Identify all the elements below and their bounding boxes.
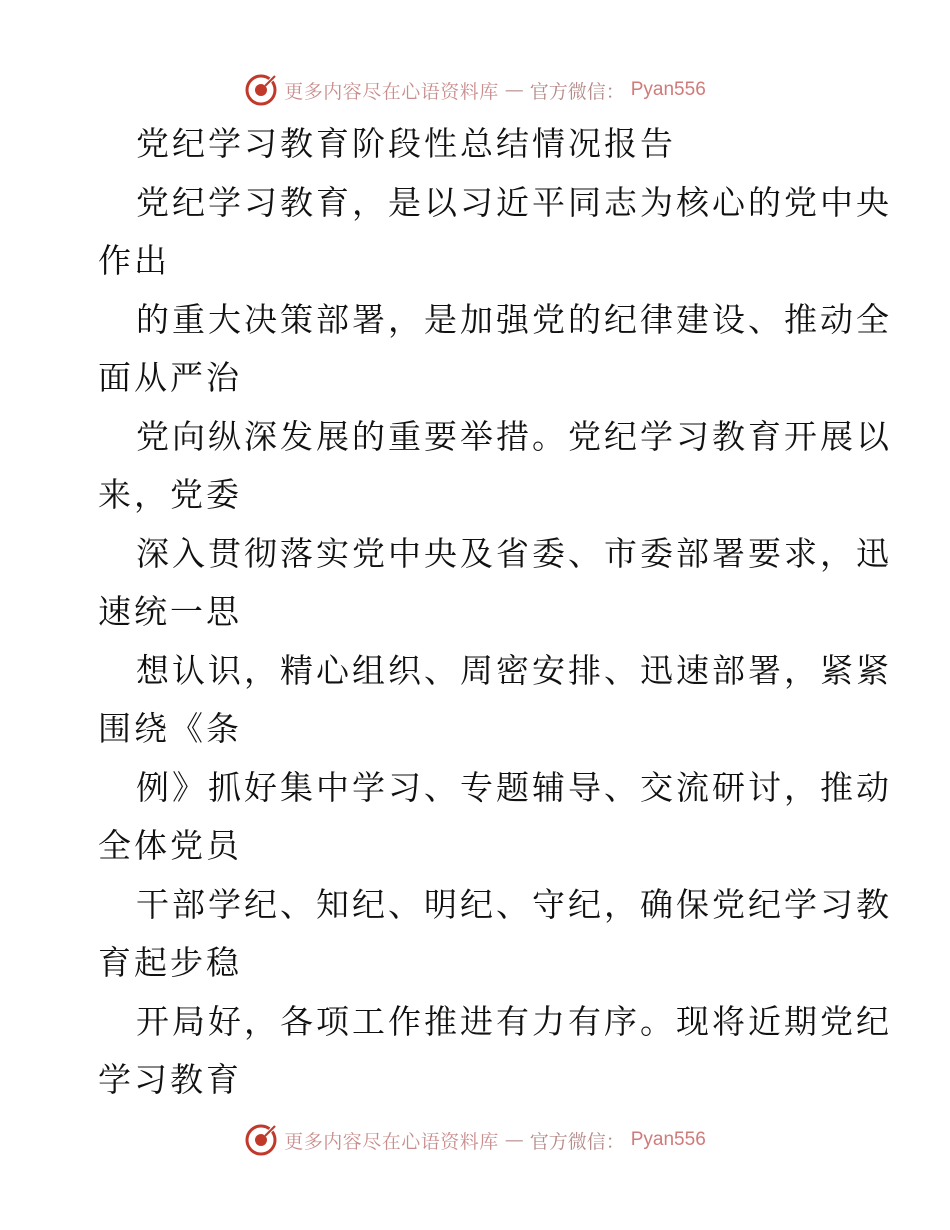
paragraph-line: 例》抓好集中学习、专题辅导、交流研讨，推动 xyxy=(136,767,892,807)
watermark-wechat-id: Pyan556 xyxy=(630,79,706,100)
paragraph-line: 开局好，各项工作推进有力有序。现将近期党纪 xyxy=(136,1001,892,1041)
pen-logo-icon xyxy=(244,73,278,107)
paragraph-line: 党纪学习教育，是以习近平同志为核心的党中央 xyxy=(136,182,892,222)
paragraph-line: 党向纵深发展的重要举措。党纪学习教育开展以 xyxy=(136,416,892,456)
watermark-text: 更多内容尽在心语资料库 xyxy=(284,80,499,103)
paragraph-line: 育起步稳 xyxy=(98,943,242,982)
pen-logo-icon xyxy=(244,1123,278,1157)
paragraph-line: 速统一思 xyxy=(98,592,242,631)
watermark-dash: — xyxy=(504,79,524,101)
document-body xyxy=(98,115,892,1110)
paragraph-line: 面从严治 xyxy=(98,358,242,397)
watermark-wechat-label: 官方微信： xyxy=(529,1130,625,1153)
paragraph-line: 想认识，精心组织、周密安排、迅速部署，紧紧 xyxy=(136,650,892,690)
watermark-text: 更多内容尽在心语资料库 xyxy=(284,1130,499,1153)
header-watermark xyxy=(0,70,950,110)
watermark-dash: — xyxy=(504,1129,524,1151)
document-title: 党纪学习教育阶段性总结情况报告 xyxy=(136,124,676,163)
paragraph-line: 学习教育 xyxy=(98,1060,242,1099)
footer-watermark xyxy=(0,1120,950,1160)
paragraph-line: 来，党委 xyxy=(98,475,242,514)
paragraph-line: 深入贯彻落实党中央及省委、市委部署要求，迅 xyxy=(136,533,892,573)
paragraph-line: 围绕《条 xyxy=(98,709,242,748)
paragraph-line: 作出 xyxy=(98,241,170,280)
paragraph-line: 全体党员 xyxy=(98,826,242,865)
watermark-wechat-label: 官方微信： xyxy=(529,80,625,103)
paragraph-line: 干部学纪、知纪、明纪、守纪，确保党纪学习教 xyxy=(136,884,892,924)
watermark-wechat-id: Pyan556 xyxy=(630,1129,706,1150)
paragraph-line: 的重大决策部署，是加强党的纪律建设、推动全 xyxy=(136,299,892,339)
